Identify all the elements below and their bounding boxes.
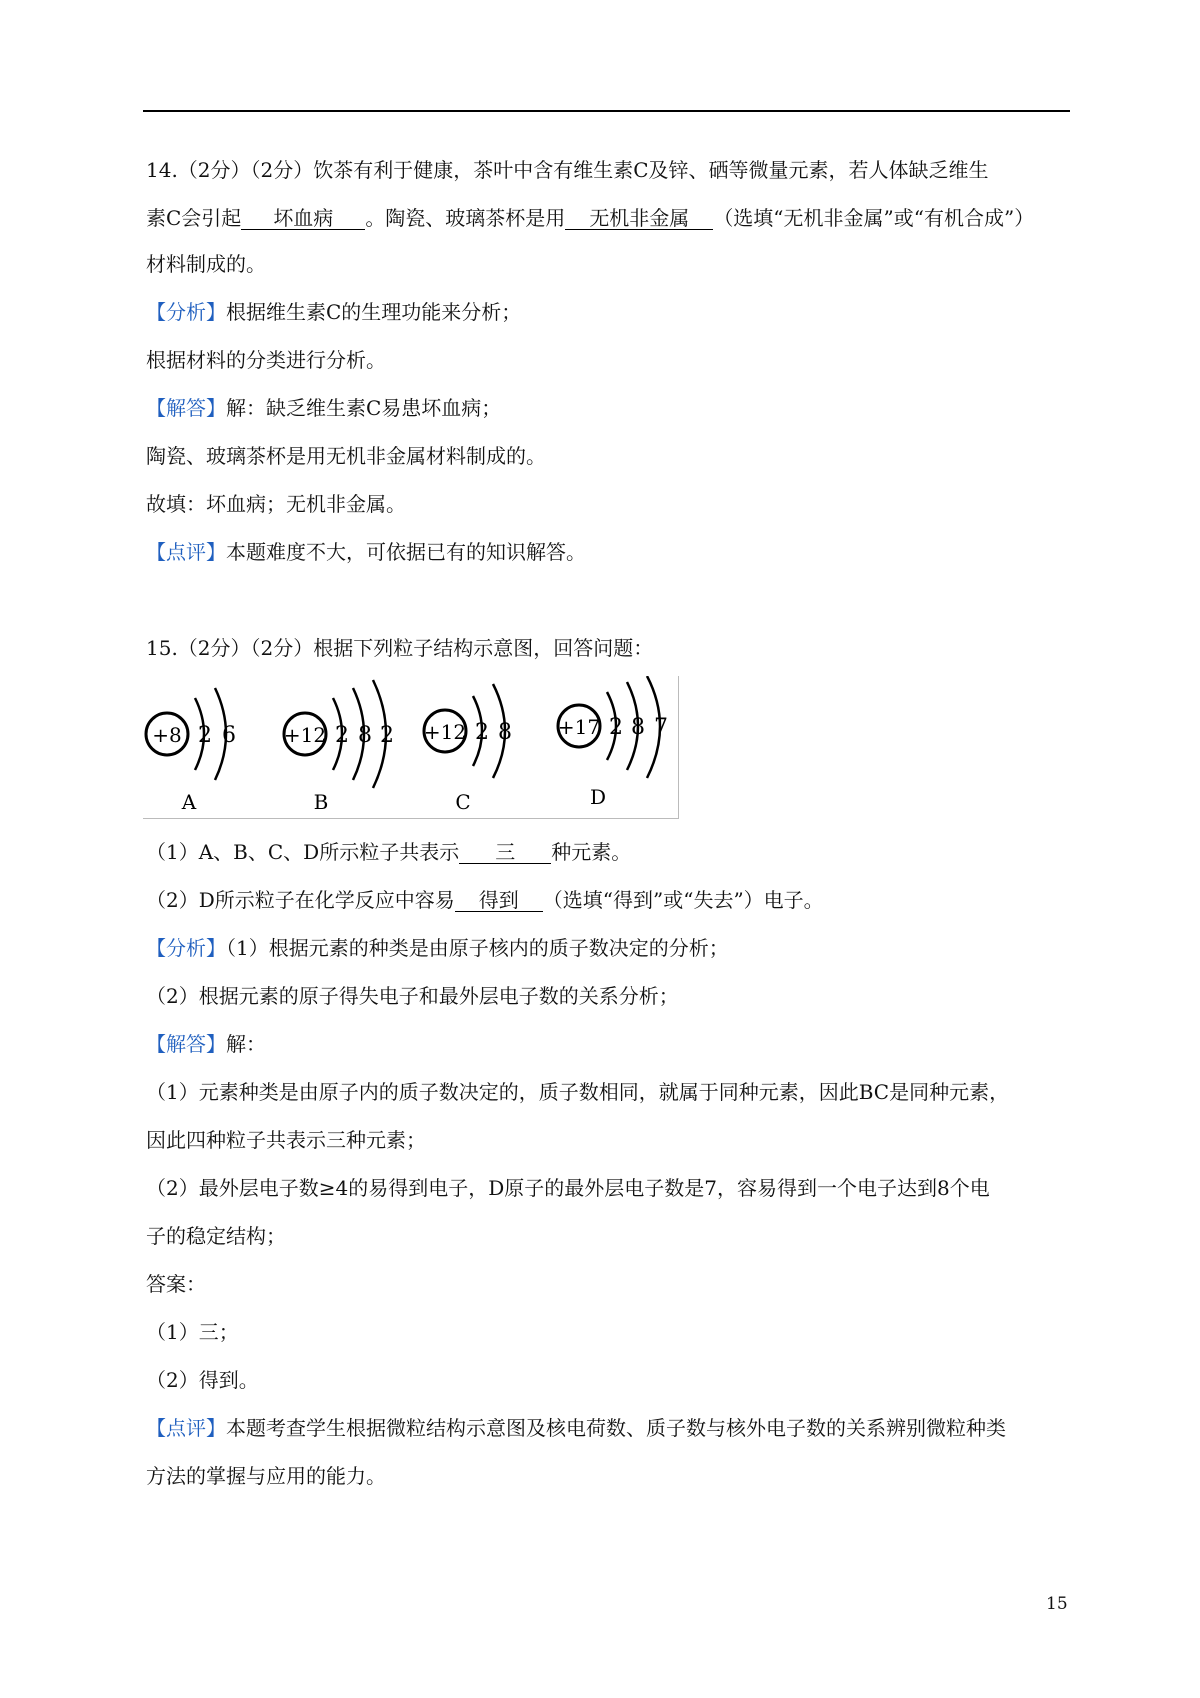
shell-b-1: 2 [335, 723, 349, 748]
q15-answer-1: （1）元素种类是由原子内的质子数决定的，质子数相同，就属于同种元素，因此BC是同种元素， [146, 1080, 1010, 1104]
shell-c-1: 2 [475, 720, 489, 745]
q14-analysis-text: 根据维生素C的生理功能来分析； [226, 300, 522, 324]
shell-d-3: 7 [654, 715, 668, 740]
nucleus-c: +12 [423, 720, 467, 744]
q14-line-2 [146, 204, 1034, 232]
answer-tag: 【解答】 [146, 396, 226, 420]
label-d: D [589, 785, 607, 809]
q14-answer-3: 故填：坏血病；无机非金属。 [146, 492, 406, 516]
page-number: 15 [1046, 1594, 1068, 1614]
q14-text-c: （选填“无机非金属”或“有机合成”） [713, 206, 1035, 230]
shell-d-1: 2 [609, 715, 623, 740]
q14-answer-text: 解：缺乏维生素C易患坏血病； [226, 396, 502, 420]
q14-text-a: 素C会引起 [146, 206, 242, 230]
q14-answer [146, 394, 501, 422]
shell-c-2: 8 [498, 720, 512, 745]
q15-answer-2: 因此四种粒子共表示三种元素； [146, 1128, 426, 1152]
q15-blank-1: 三 [459, 841, 551, 864]
header-rule [143, 110, 1070, 112]
analysis-tag: 【分析】 [146, 300, 226, 324]
q15-answer-7: （2）得到。 [146, 1368, 259, 1392]
q14-answer-2: 陶瓷、玻璃茶杯是用无机非金属材料制成的。 [146, 444, 546, 468]
nucleus-d: +17 [557, 715, 601, 739]
q15-sub2-text-b: （选填“得到”或“失去”）电子。 [542, 888, 824, 912]
q15-answer [146, 1030, 266, 1058]
q15-analysis-text: （1）根据元素的种类是由原子核内的质子数决定的分析； [226, 936, 729, 960]
comment-tag: 【点评】 [146, 540, 226, 564]
q15-blank-2: 得到 [455, 889, 543, 912]
q15-answer-head: 解： [226, 1032, 266, 1056]
q15-comment [146, 1414, 1006, 1442]
particle-structure-diagram [143, 676, 679, 819]
shell-b-3: 2 [380, 723, 394, 748]
q15-sub2-text-a: （2）D所示粒子在化学反应中容易 [146, 888, 455, 912]
q15-comment-text: 本题考查学生根据微粒结构示意图及核电荷数、质子数与核外电子数的关系辨别微粒种类 [226, 1416, 1006, 1440]
q14-analysis-2: 根据材料的分类进行分析。 [146, 348, 386, 372]
shell-a-2: 6 [222, 723, 236, 748]
q15-sub-1 [146, 838, 631, 866]
q15-sub1-text-b: 种元素。 [551, 840, 632, 864]
analysis-tag: 【分析】 [146, 936, 226, 960]
q14-text-b: 。陶瓷、玻璃茶杯是用 [365, 206, 566, 230]
q14-analysis [146, 298, 521, 326]
q15-sub1-text-a: （1）A、B、C、D所示粒子共表示 [146, 840, 460, 864]
label-b: B [313, 790, 329, 814]
q15-analysis-2: （2）根据元素的原子得失电子和最外层电子数的关系分析； [146, 984, 679, 1008]
q15-comment-2: 方法的掌握与应用的能力。 [146, 1464, 386, 1488]
shell-b-2: 8 [358, 723, 372, 748]
shell-a-1: 2 [198, 723, 212, 748]
shell-d-2: 8 [631, 715, 645, 740]
q14-comment [146, 538, 586, 566]
label-c: C [455, 790, 471, 814]
nucleus-a: +8 [152, 723, 182, 747]
particle-c [424, 684, 512, 814]
nucleus-b: +12 [283, 723, 327, 747]
q14-line-1: 14.（2分）（2分）饮茶有利于健康，茶叶中含有维生素C及锌、硒等微量元素，若人体缺乏维生 [146, 158, 989, 182]
q15-answer-3: （2）最外层电子数≥4的易得到电子，D原子的最外层电子数是7，容易得到一个电子达到8个电 [146, 1176, 990, 1200]
q15-title: 15.（2分）（2分）根据下列粒子结构示意图，回答问题： [146, 636, 654, 660]
q14-comment-text: 本题难度不大，可依据已有的知识解答。 [226, 540, 586, 564]
comment-tag: 【点评】 [146, 1416, 226, 1440]
q15-sub-2 [146, 886, 824, 914]
particle-d [558, 676, 668, 809]
q14-blank-1: 坏血病 [241, 207, 365, 230]
q15-analysis [146, 934, 729, 962]
q14-line-3: 材料制成的。 [146, 252, 266, 276]
label-a: A [181, 790, 197, 814]
q15-answer-4: 子的稳定结构； [146, 1224, 286, 1248]
particle-a [146, 688, 236, 814]
particle-b [284, 680, 394, 814]
q14-blank-2: 无机非金属 [565, 207, 713, 230]
answer-tag: 【解答】 [146, 1032, 226, 1056]
q15-answer-5: 答案： [146, 1272, 206, 1296]
q15-answer-6: （1）三； [146, 1320, 239, 1344]
